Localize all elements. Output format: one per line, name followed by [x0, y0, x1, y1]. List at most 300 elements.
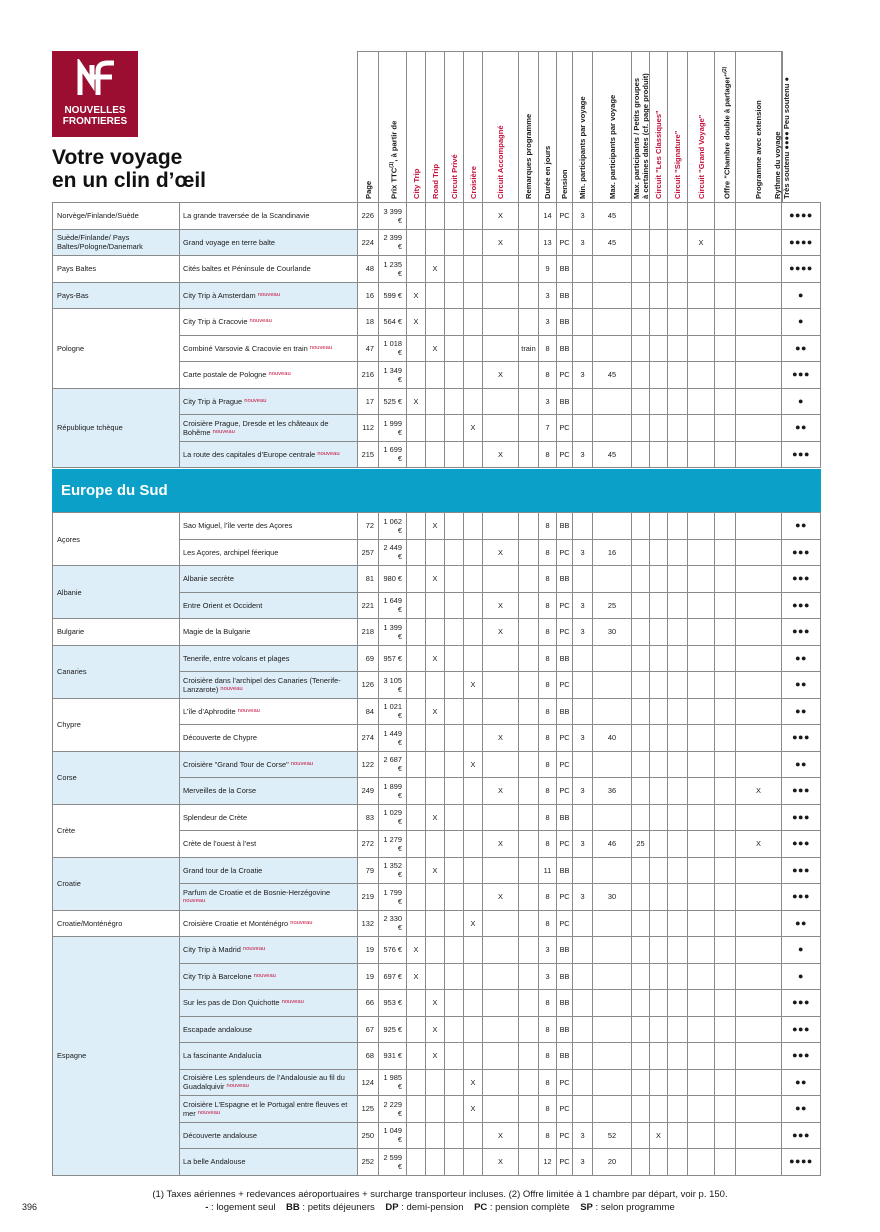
cell-ct	[407, 513, 426, 540]
cell-cl	[650, 831, 668, 858]
cell-sg	[668, 963, 688, 990]
cell-ct	[407, 1149, 426, 1176]
cell-days: 3	[539, 388, 557, 415]
cell-min	[573, 963, 593, 990]
cell-sg	[668, 778, 688, 805]
table-row	[53, 256, 821, 283]
table-row	[53, 619, 821, 646]
cell-ch	[715, 1096, 736, 1123]
column-header-label: Offre "Chambre double à partager"$^{(2)}$	[721, 66, 732, 199]
cell-ch	[715, 619, 736, 646]
cell-ch	[715, 884, 736, 911]
cell-cp	[445, 937, 464, 964]
cell-cp	[445, 645, 464, 672]
trip-name-cell: Grand voyage en terre balte	[180, 229, 358, 256]
cell-rt	[426, 282, 445, 309]
cell-max	[593, 937, 632, 964]
cell-rt	[426, 388, 445, 415]
cell-remark	[519, 884, 539, 911]
cell-pension: BB	[557, 388, 573, 415]
new-badge: nouveau	[290, 760, 314, 767]
cell-ct	[407, 698, 426, 725]
cell-sg	[668, 698, 688, 725]
trip-name-cell: Sao Miguel, l’île verte des Açores	[180, 513, 358, 540]
cell-rhythm: ●●	[782, 1069, 821, 1096]
cell-ca: X	[483, 884, 519, 911]
cell-ct	[407, 857, 426, 884]
cell-remark	[519, 645, 539, 672]
cell-rhythm: ●●	[782, 415, 821, 442]
cell-page: 79	[358, 857, 379, 884]
column-header	[463, 51, 482, 202]
cell-ext	[736, 963, 782, 990]
new-badge: nouveau	[309, 344, 333, 351]
cell-rhythm: ●●●	[782, 592, 821, 619]
trip-name-cell: Croisière dans l’archipel des Canaries (Tenerife-Lanzarote) $^{nouveau}$	[180, 672, 358, 699]
cell-ext	[736, 937, 782, 964]
new-badge: nouveau	[257, 291, 280, 298]
cell-min	[573, 990, 593, 1017]
pension-legend: - : logement seul BB : petits déjeuners DP : demi-pension PC : pension complète SP : selon programme	[205, 1202, 675, 1213]
cell-ca	[483, 282, 519, 309]
cell-sg	[668, 415, 688, 442]
column-header-label: Circuit "Signature"	[673, 130, 682, 199]
cell-rhythm: ●●	[782, 335, 821, 362]
region-cell: Croatie/Monténégro	[53, 910, 180, 937]
cell-price: 564 €	[379, 309, 407, 336]
new-badge: nouveau	[183, 897, 206, 904]
trip-name-cell: Albanie secrète	[180, 566, 358, 593]
cell-cr	[464, 203, 483, 230]
region-cell: Pays-Bas	[53, 282, 180, 309]
cell-max	[593, 910, 632, 937]
cell-pension: PC	[557, 539, 573, 566]
cell-cr	[464, 645, 483, 672]
cell-ct	[407, 778, 426, 805]
cell-max	[593, 804, 632, 831]
cell-price: 1 018 €	[379, 335, 407, 362]
cell-cr	[464, 335, 483, 362]
cell-cl	[650, 1069, 668, 1096]
section-band: Europe du Sud	[52, 469, 821, 512]
region-cell: Crète	[53, 804, 180, 857]
cell-cp	[445, 1043, 464, 1070]
cell-days: 8	[539, 592, 557, 619]
cell-cp	[445, 539, 464, 566]
cell-gv	[688, 990, 715, 1017]
cell-cp	[445, 910, 464, 937]
cell-rhythm: ●●	[782, 751, 821, 778]
cell-pg	[632, 619, 650, 646]
new-badge: nouveau	[226, 1083, 249, 1090]
cell-page: 16	[358, 282, 379, 309]
cell-rhythm: ●●●●	[782, 229, 821, 256]
cell-max: 30	[593, 884, 632, 911]
cell-gv	[688, 910, 715, 937]
trip-name-cell: Combiné Varsovie & Cracovie en train $^{nouveau}$	[180, 335, 358, 362]
cell-cp	[445, 990, 464, 1017]
cell-sg	[668, 309, 688, 336]
cell-sg	[668, 1016, 688, 1043]
cell-days: 8	[539, 751, 557, 778]
cell-ext	[736, 229, 782, 256]
cell-ext	[736, 619, 782, 646]
cell-max: 16	[593, 539, 632, 566]
region-cell: Espagne	[53, 937, 180, 1176]
cell-ext	[736, 725, 782, 752]
cell-rhythm: ●●	[782, 698, 821, 725]
cell-rt	[426, 884, 445, 911]
cell-ch	[715, 857, 736, 884]
cell-cl	[650, 990, 668, 1017]
cell-cr	[464, 1043, 483, 1070]
cell-page: 67	[358, 1016, 379, 1043]
cell-cp	[445, 203, 464, 230]
cell-cl	[650, 1149, 668, 1176]
cell-cr: X	[464, 1069, 483, 1096]
cell-pension: PC	[557, 592, 573, 619]
footnote: (1) Taxes aériennes + redevances aéroportuaires + surcharge transporteur incluses. (2) Offre limitée à 1 chambre par départ, voir p. 150.	[152, 1189, 728, 1200]
trip-name-cell: City Trip à Amsterdam $^{nouveau}$	[180, 282, 358, 309]
cell-ct	[407, 566, 426, 593]
cell-sg	[668, 592, 688, 619]
cell-pg	[632, 1149, 650, 1176]
cell-pg	[632, 539, 650, 566]
column-header-label: Remarques programme	[524, 113, 533, 199]
cell-ct	[407, 415, 426, 442]
cell-gv	[688, 831, 715, 858]
cell-price: 1 352 €	[379, 857, 407, 884]
cell-ca: X	[483, 592, 519, 619]
cell-rhythm: ●●●	[782, 804, 821, 831]
cell-ch	[715, 937, 736, 964]
cell-cl	[650, 566, 668, 593]
cell-pg	[632, 513, 650, 540]
cell-min	[573, 937, 593, 964]
cell-price: 1 899 €	[379, 778, 407, 805]
new-badge: nouveau	[268, 371, 291, 378]
cell-max	[593, 698, 632, 725]
cell-min: 3	[573, 778, 593, 805]
cell-pension: PC	[557, 884, 573, 911]
table-row	[53, 857, 821, 884]
new-badge: nouveau	[212, 428, 235, 435]
cell-gv	[688, 441, 715, 468]
cell-ct	[407, 256, 426, 283]
cell-rt	[426, 539, 445, 566]
table-row	[53, 645, 821, 672]
cell-pension: BB	[557, 335, 573, 362]
region-cell: Chypre	[53, 698, 180, 751]
cell-pg	[632, 1043, 650, 1070]
cell-remark	[519, 619, 539, 646]
cell-days: 8	[539, 539, 557, 566]
column-header	[667, 51, 687, 202]
cell-cp	[445, 256, 464, 283]
cell-ca: X	[483, 1149, 519, 1176]
cell-ct	[407, 884, 426, 911]
cell-rt	[426, 309, 445, 336]
trip-name-cell: Croisière Prague, Dresde et les châteaux de Bohême $^{nouveau}$	[180, 415, 358, 442]
cell-ca: X	[483, 778, 519, 805]
cell-ext	[736, 362, 782, 389]
cell-min: 3	[573, 831, 593, 858]
cell-min: 3	[573, 1149, 593, 1176]
cell-cr	[464, 990, 483, 1017]
cell-remark	[519, 963, 539, 990]
cell-cp	[445, 1122, 464, 1149]
cell-days: 7	[539, 415, 557, 442]
cell-page: 218	[358, 619, 379, 646]
region-cell: Albanie	[53, 566, 180, 619]
cell-cp	[445, 388, 464, 415]
cell-page: 132	[358, 910, 379, 937]
trip-name-cell: Magie de la Bulgarie	[180, 619, 358, 646]
cell-ca	[483, 804, 519, 831]
cell-sg	[668, 441, 688, 468]
cell-min	[573, 645, 593, 672]
cell-ct	[407, 1043, 426, 1070]
region-cell: Suède/Finlande/ Pays Baltes/Pologne/Danemark	[53, 229, 180, 256]
cell-gv	[688, 362, 715, 389]
cell-gv	[688, 778, 715, 805]
cell-cl	[650, 645, 668, 672]
cell-remark	[519, 1043, 539, 1070]
cell-days: 8	[539, 1043, 557, 1070]
cell-rhythm: ●●●	[782, 441, 821, 468]
cell-min: 3	[573, 362, 593, 389]
cell-page: 250	[358, 1122, 379, 1149]
cell-cl	[650, 203, 668, 230]
table-row	[53, 203, 821, 230]
cell-ext	[736, 335, 782, 362]
cell-page: 17	[358, 388, 379, 415]
cell-gv	[688, 751, 715, 778]
cell-cp	[445, 229, 464, 256]
cell-max: 45	[593, 203, 632, 230]
column-header-label: Rythme du voyage Très soutenu ●●●● Peu soutenu ●	[773, 76, 791, 199]
cell-max: 36	[593, 778, 632, 805]
cell-rhythm: ●●●	[782, 725, 821, 752]
table-row	[53, 282, 821, 309]
cell-pg: 25	[632, 831, 650, 858]
cell-cl	[650, 884, 668, 911]
cell-cr	[464, 1149, 483, 1176]
cell-price: 1 699 €	[379, 441, 407, 468]
cell-days: 8	[539, 831, 557, 858]
cell-pension: PC	[557, 778, 573, 805]
cell-ch	[715, 335, 736, 362]
cell-pension: BB	[557, 857, 573, 884]
column-header-label: Programme avec extension	[754, 100, 763, 199]
cell-ca: X	[483, 831, 519, 858]
cell-pension: PC	[557, 203, 573, 230]
cell-days: 8	[539, 1016, 557, 1043]
column-header	[687, 51, 714, 202]
cell-page: 69	[358, 645, 379, 672]
cell-rhythm: ●●●	[782, 857, 821, 884]
cell-page: 112	[358, 415, 379, 442]
cell-min: 3	[573, 619, 593, 646]
cell-max: 45	[593, 441, 632, 468]
cell-ext	[736, 388, 782, 415]
cell-remark	[519, 672, 539, 699]
cell-cp	[445, 804, 464, 831]
cell-pg	[632, 963, 650, 990]
cell-max	[593, 645, 632, 672]
cell-ch	[715, 645, 736, 672]
cell-days: 14	[539, 203, 557, 230]
cell-days: 8	[539, 725, 557, 752]
cell-cp	[445, 672, 464, 699]
cell-remark	[519, 698, 539, 725]
cell-pg	[632, 566, 650, 593]
cell-rt	[426, 831, 445, 858]
cell-sg	[668, 203, 688, 230]
cell-pension: BB	[557, 309, 573, 336]
cell-min: 3	[573, 884, 593, 911]
cell-page: 48	[358, 256, 379, 283]
column-header	[649, 51, 667, 202]
cell-min: 3	[573, 1122, 593, 1149]
cell-remark	[519, 566, 539, 593]
cell-rhythm: ●●●	[782, 539, 821, 566]
cell-ch	[715, 282, 736, 309]
cell-pension: BB	[557, 1043, 573, 1070]
cell-price: 1 279 €	[379, 831, 407, 858]
cell-sg	[668, 566, 688, 593]
cell-cr	[464, 282, 483, 309]
cell-page: 124	[358, 1069, 379, 1096]
column-header	[406, 51, 425, 202]
cell-page: 84	[358, 698, 379, 725]
cell-ext	[736, 566, 782, 593]
cell-rt	[426, 963, 445, 990]
cell-remark	[519, 441, 539, 468]
cell-ct	[407, 362, 426, 389]
cell-rhythm: ●●●●	[782, 1149, 821, 1176]
cell-pg	[632, 335, 650, 362]
cell-rt	[426, 592, 445, 619]
cell-max: 30	[593, 619, 632, 646]
cell-pension: BB	[557, 282, 573, 309]
cell-gv	[688, 592, 715, 619]
cell-max: 45	[593, 229, 632, 256]
cell-ct	[407, 592, 426, 619]
cell-rt	[426, 1149, 445, 1176]
cell-rt: X	[426, 645, 445, 672]
column-header	[518, 51, 538, 202]
cell-days: 8	[539, 441, 557, 468]
cell-remark	[519, 831, 539, 858]
cell-ct	[407, 203, 426, 230]
cell-remark	[519, 1149, 539, 1176]
cell-ch	[715, 1149, 736, 1176]
cell-remark	[519, 362, 539, 389]
cell-ca: X	[483, 539, 519, 566]
cell-cp	[445, 441, 464, 468]
cell-ct	[407, 619, 426, 646]
cell-ext	[736, 990, 782, 1017]
cell-remark	[519, 937, 539, 964]
column-header-label: Min. participants par voyage	[578, 96, 587, 199]
table-row	[53, 229, 821, 256]
cell-rhythm: ●●●	[782, 1122, 821, 1149]
cell-ct	[407, 229, 426, 256]
table-row	[53, 388, 821, 415]
cell-ct	[407, 645, 426, 672]
cell-ct: X	[407, 388, 426, 415]
cell-sg	[668, 1043, 688, 1070]
cell-rt	[426, 415, 445, 442]
cell-ch	[715, 539, 736, 566]
cell-remark	[519, 1122, 539, 1149]
cell-sg	[668, 884, 688, 911]
cell-rhythm: ●●	[782, 1096, 821, 1123]
cell-ca	[483, 1043, 519, 1070]
cell-ch	[715, 203, 736, 230]
cell-cr	[464, 804, 483, 831]
cell-rhythm: ●●●	[782, 831, 821, 858]
cell-ct	[407, 335, 426, 362]
cell-cp	[445, 415, 464, 442]
cell-price: 2 687 €	[379, 751, 407, 778]
cell-ch	[715, 415, 736, 442]
trip-name-cell: Parfum de Croatie et de Bosnie-Herzégovine $^{nouveau}$	[180, 884, 358, 911]
cell-remark: train	[519, 335, 539, 362]
column-header-label: Pension	[560, 169, 569, 199]
cell-days: 11	[539, 857, 557, 884]
column-header-label: Road Trip	[430, 163, 440, 199]
cell-ext	[736, 1149, 782, 1176]
cell-ch	[715, 698, 736, 725]
cell-page: 126	[358, 672, 379, 699]
cell-rt	[426, 910, 445, 937]
trip-name-cell: Crète de l’ouest à l’est	[180, 831, 358, 858]
cell-ca	[483, 566, 519, 593]
trip-name-cell: Les Açores, archipel féerique	[180, 539, 358, 566]
cell-cp	[445, 1069, 464, 1096]
cell-page: 216	[358, 362, 379, 389]
cell-remark	[519, 725, 539, 752]
cell-pg	[632, 645, 650, 672]
cell-cl	[650, 1043, 668, 1070]
cell-cr	[464, 1122, 483, 1149]
cell-min	[573, 282, 593, 309]
cell-cp	[445, 592, 464, 619]
cell-price: 3 399 €	[379, 203, 407, 230]
trip-name-cell: Découverte andalouse	[180, 1122, 358, 1149]
table-row	[53, 804, 821, 831]
table-row	[53, 910, 821, 937]
column-header	[538, 51, 556, 202]
trip-name-cell: Merveilles de la Corse	[180, 778, 358, 805]
cell-price: 1 349 €	[379, 362, 407, 389]
cell-gv	[688, 1043, 715, 1070]
cell-page: 68	[358, 1043, 379, 1070]
cell-page: 47	[358, 335, 379, 362]
cell-ca: X	[483, 362, 519, 389]
trip-name-cell: Croisière "Grand Tour de Corse" $^{nouveau}$	[180, 751, 358, 778]
region-cell: Corse	[53, 751, 180, 804]
cell-cr	[464, 725, 483, 752]
cell-sg	[668, 857, 688, 884]
cell-cp	[445, 1096, 464, 1123]
new-badge: nouveau	[281, 999, 304, 1006]
cell-ca	[483, 415, 519, 442]
cell-rhythm: ●●	[782, 910, 821, 937]
cell-sg	[668, 619, 688, 646]
